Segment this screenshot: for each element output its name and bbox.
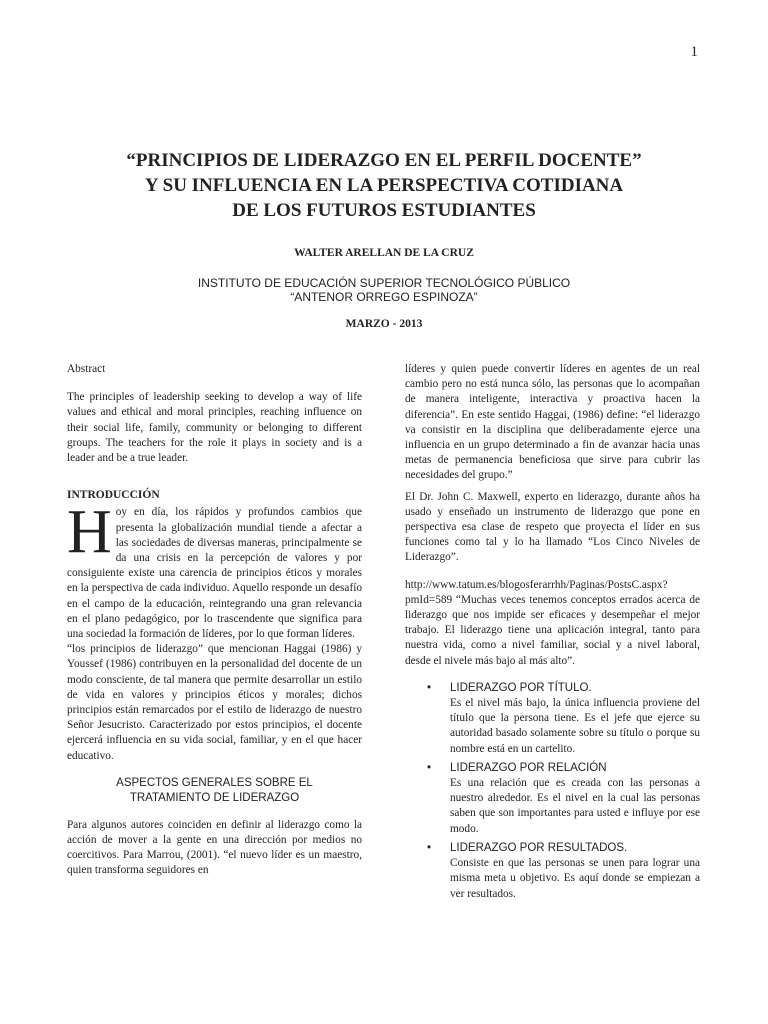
institution-line-2: “ANTENOR ORREGO ESPINOZA” [290,290,478,304]
title-line-2: Y SU INFLUENCIA EN LA PERSPECTIVA COTIDIANA [144,175,624,196]
institution-line-1: INSTITUTO DE EDUCACIÓN SUPERIOR TECNOLÓGICO PÚBLICO [197,276,571,290]
introduccion-paragraph-1 [67,498,362,642]
institution [60,276,708,304]
bullet-icon: • [427,681,432,694]
publication-date: MARZO - 2013 [345,318,423,330]
list-item-label: LIDERAZGO POR TÍTULO. [450,681,592,694]
list-item-text: Es el nivel más bajo, la única influencia proviene del título que la persona tiene. Es el jefe que ejerce su autoridad basado solamente sobre su título o porque su nombre está en un cartelito. [450,697,700,755]
right-paragraph-1: líderes y quien puede convertir líderes en agentes de un real cambio pero no está nunca sólo, las personas que lo acompañan de manera inteligente, interactiva y proactiva hacen la diferencia”. En este sentido Haggai, (1986) define: “el liderazgo va consistir en la disciplina que deliberadamente ejerce una influencia en un grupo determinado a fin de avanzar hacia unas metas de permanencia beneficiosa que sirve para cubrir las necesidades del grupo.” [405,363,700,482]
list-item-label: LIDERAZGO POR RELACIÓN [450,761,607,774]
aspectos-paragraph-1: Para algunos autores coinciden en definir al liderazgo como la acción de mover a la gente en una dirección por medios no coercitivos. Para Marrou, (2001). “el nuevo líder es un maestro, quien transforma seguidores en [67,818,362,877]
aspectos-heading-line-1: ASPECTOS GENERALES SOBRE EL [116,776,313,789]
list-item [405,681,700,696]
aspectos-heading-line-2: TRATAMIENTO DE LIDERAZGO [129,791,300,804]
right-paragraph-2: El Dr. John C. Maxwell, experto en liderazgo, durante años ha usado y enseñado un instrumento de liderazgo que pone en perspectiva esa clase de respeto que proyecta el líder en sus funciones como tal y lo ha llamado “Los Cinco Niveles de Liderazgo”. [405,490,700,564]
bullet-icon: • [427,841,432,854]
list-item [405,841,700,856]
list-item-text: Consiste en que las personas se unen para lograr una misma meta u objetivo. Es aquí donde se empiezan a ver resultados. [450,857,700,900]
list-item [405,761,700,776]
title-line-3: DE LOS FUTUROS ESTUDIANTES [232,200,536,221]
title-line-1: “PRINCIPIOS DE LIDERAZGO EN EL PERFIL DOCENTE” [126,150,642,171]
author-name: WALTER ARELLAN DE LA CRUZ [294,247,474,259]
right-column [405,362,700,902]
abstract-label: Abstract [67,363,106,375]
left-column [67,362,362,879]
list-item-label: LIDERAZGO POR RESULTADOS. [450,841,628,854]
page-number: 1 [690,44,698,60]
abstract-text: The principles of leadership seeking to develop a way of life values and ethical and moral principles, reaching influence on their social life, family, community or belonging to different groups. The teachers for the role it plays in society and is a leader and be a true leader. [67,391,362,465]
levels-list [405,681,700,902]
introduccion-paragraph-1-text: oy en día, los rápidos y profundos cambios que presenta la globalización mundial tiende a afectar a las sociedades de diversas maneras, principalmente se da una crisis en la percepción de valores y por consiguiente existe una carencia de principios éticos y morales en la perspectiva de cada individuo. Aquello responde un desafío en el campo de la educación, reintegrando una gran relevancia en el plano pedagógico, por lo trascendente que significa para una sociedad la formación de líderes, por lo que forman líderes. [67,506,362,641]
drop-cap: H [67,498,112,567]
introduccion-heading: INTRODUCCIÓN [67,489,160,502]
paper-title [60,148,708,223]
aspectos-heading [67,776,362,806]
right-paragraph-3: http://www.tatum.es/blogosferarrhh/Paginas/PostsC.aspx?pmId=589 “Muchas veces tenemos conceptos errados acerca de liderazgo que nos impide ser eficaces y desempeñar el mejor trabajo. El liderazgo tiene una aplicación integral, tanto para nuestra vida, como a nivel familiar, social y a nivel laboral, desde el nivele más bajo al más alto”. [405,578,700,667]
list-item-text: Es una relación que es creada con las personas a nuestro alrededor. Es el nivel en la cual las personas saben que son importantes para usted e influye por ese modo. [450,777,700,835]
bullet-icon: • [427,761,432,774]
introduccion-paragraph-2: “los principios de liderazgo” que mencionan Haggai (1986) y Youssef (1986) contribuyen en la personalidad del docente de un modo consciente, de tal manera que permite desarrollar un estilo de vida en valores y principios éticos y morales; dichos principios están remarcados por el estilo de liderazgo de nuestro Señor Jesucristo. Caracterizado por estos principios, el docente ejercerá influencia en su vida social, familiar, y en el que hacer educativo. [67,643,362,762]
